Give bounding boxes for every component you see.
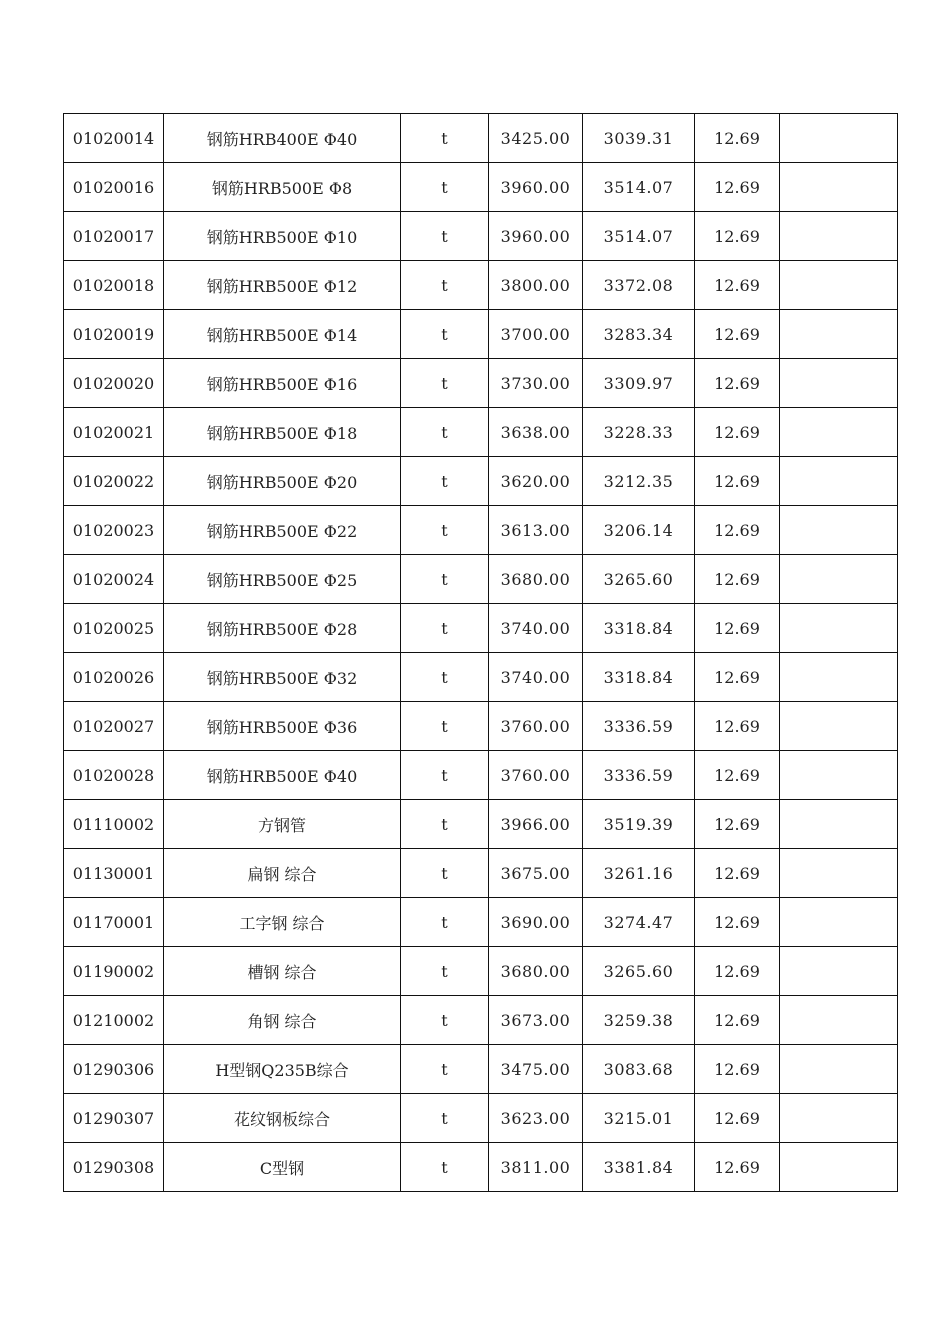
material-name-cell: H型钢Q235B综合	[164, 1045, 401, 1094]
material-code-cell: 01020022	[64, 457, 164, 506]
remark-cell	[780, 898, 898, 947]
price-with-tax-cell: 3675.00	[489, 849, 583, 898]
remark-cell	[780, 849, 898, 898]
unit-cell: t	[401, 751, 489, 800]
table-row	[64, 653, 898, 702]
unit-cell: t	[401, 1045, 489, 1094]
unit-cell: t	[401, 506, 489, 555]
material-code-cell: 01020024	[64, 555, 164, 604]
remark-cell	[780, 751, 898, 800]
unit-cell: t	[401, 457, 489, 506]
tax-rate-cell: 12.69	[695, 1045, 780, 1094]
tax-rate-cell: 12.69	[695, 604, 780, 653]
material-name-cell: 钢筋HRB500E Φ10	[164, 212, 401, 261]
remark-cell	[780, 114, 898, 163]
table-row	[64, 555, 898, 604]
price-with-tax-cell: 3740.00	[489, 653, 583, 702]
tax-rate-cell: 12.69	[695, 359, 780, 408]
price-without-tax-cell: 3259.38	[583, 996, 695, 1045]
remark-cell	[780, 947, 898, 996]
material-code-cell: 01020025	[64, 604, 164, 653]
price-without-tax-cell: 3336.59	[583, 751, 695, 800]
remark-cell	[780, 457, 898, 506]
material-name-cell: 钢筋HRB500E Φ25	[164, 555, 401, 604]
price-without-tax-cell: 3283.34	[583, 310, 695, 359]
price-with-tax-cell: 3680.00	[489, 947, 583, 996]
remark-cell	[780, 310, 898, 359]
material-name-cell: 钢筋HRB500E Φ8	[164, 163, 401, 212]
material-code-cell: 01020028	[64, 751, 164, 800]
price-with-tax-cell: 3623.00	[489, 1094, 583, 1143]
tax-rate-cell: 12.69	[695, 114, 780, 163]
material-name-cell: 方钢管	[164, 800, 401, 849]
unit-cell: t	[401, 1094, 489, 1143]
material-code-cell: 01190002	[64, 947, 164, 996]
material-name-cell: 槽钢 综合	[164, 947, 401, 996]
tax-rate-cell: 12.69	[695, 751, 780, 800]
tax-rate-cell: 12.69	[695, 653, 780, 702]
tax-rate-cell: 12.69	[695, 849, 780, 898]
material-name-cell: 花纹钢板综合	[164, 1094, 401, 1143]
price-without-tax-cell: 3381.84	[583, 1143, 695, 1192]
material-code-cell: 01020021	[64, 408, 164, 457]
price-with-tax-cell: 3613.00	[489, 506, 583, 555]
price-with-tax-cell: 3680.00	[489, 555, 583, 604]
table-row	[64, 849, 898, 898]
material-code-cell: 01020017	[64, 212, 164, 261]
remark-cell	[780, 702, 898, 751]
material-name-cell: 钢筋HRB500E Φ28	[164, 604, 401, 653]
price-without-tax-cell: 3212.35	[583, 457, 695, 506]
table-row	[64, 947, 898, 996]
price-without-tax-cell: 3514.07	[583, 163, 695, 212]
table-row	[64, 702, 898, 751]
material-code-cell: 01020019	[64, 310, 164, 359]
price-with-tax-cell: 3960.00	[489, 163, 583, 212]
table-row	[64, 310, 898, 359]
table-row	[64, 1094, 898, 1143]
unit-cell: t	[401, 702, 489, 751]
material-name-cell: 钢筋HRB500E Φ14	[164, 310, 401, 359]
material-name-cell: 钢筋HRB500E Φ20	[164, 457, 401, 506]
price-without-tax-cell: 3318.84	[583, 653, 695, 702]
unit-cell: t	[401, 310, 489, 359]
unit-cell: t	[401, 604, 489, 653]
tax-rate-cell: 12.69	[695, 800, 780, 849]
price-without-tax-cell: 3215.01	[583, 1094, 695, 1143]
tax-rate-cell: 12.69	[695, 1143, 780, 1192]
tax-rate-cell: 12.69	[695, 555, 780, 604]
unit-cell: t	[401, 1143, 489, 1192]
material-code-cell: 01020016	[64, 163, 164, 212]
table-row	[64, 898, 898, 947]
material-name-cell: 钢筋HRB400E Φ40	[164, 114, 401, 163]
tax-rate-cell: 12.69	[695, 898, 780, 947]
material-code-cell: 01020027	[64, 702, 164, 751]
table-row	[64, 114, 898, 163]
material-code-cell: 01020026	[64, 653, 164, 702]
material-name-cell: 角钢 综合	[164, 996, 401, 1045]
remark-cell	[780, 212, 898, 261]
price-without-tax-cell: 3274.47	[583, 898, 695, 947]
price-without-tax-cell: 3265.60	[583, 555, 695, 604]
price-without-tax-cell: 3336.59	[583, 702, 695, 751]
price-with-tax-cell: 3638.00	[489, 408, 583, 457]
tax-rate-cell: 12.69	[695, 163, 780, 212]
material-code-cell: 01210002	[64, 996, 164, 1045]
unit-cell: t	[401, 212, 489, 261]
material-code-cell: 01020014	[64, 114, 164, 163]
material-name-cell: 钢筋HRB500E Φ18	[164, 408, 401, 457]
unit-cell: t	[401, 898, 489, 947]
remark-cell	[780, 604, 898, 653]
material-code-cell: 01020023	[64, 506, 164, 555]
price-with-tax-cell: 3425.00	[489, 114, 583, 163]
price-with-tax-cell: 3730.00	[489, 359, 583, 408]
remark-cell	[780, 261, 898, 310]
tax-rate-cell: 12.69	[695, 506, 780, 555]
price-with-tax-cell: 3800.00	[489, 261, 583, 310]
price-without-tax-cell: 3261.16	[583, 849, 695, 898]
table-row	[64, 457, 898, 506]
price-with-tax-cell: 3760.00	[489, 702, 583, 751]
tax-rate-cell: 12.69	[695, 1094, 780, 1143]
tax-rate-cell: 12.69	[695, 457, 780, 506]
material-price-table	[63, 113, 898, 1192]
unit-cell: t	[401, 163, 489, 212]
material-name-cell: C型钢	[164, 1143, 401, 1192]
remark-cell	[780, 359, 898, 408]
material-code-cell: 01290306	[64, 1045, 164, 1094]
price-with-tax-cell: 3740.00	[489, 604, 583, 653]
table-row	[64, 1045, 898, 1094]
unit-cell: t	[401, 653, 489, 702]
price-without-tax-cell: 3228.33	[583, 408, 695, 457]
tax-rate-cell: 12.69	[695, 702, 780, 751]
table-row	[64, 996, 898, 1045]
material-name-cell: 工字钢 综合	[164, 898, 401, 947]
remark-cell	[780, 1143, 898, 1192]
table-row	[64, 163, 898, 212]
tax-rate-cell: 12.69	[695, 261, 780, 310]
price-without-tax-cell: 3206.14	[583, 506, 695, 555]
table-body	[64, 114, 898, 1192]
remark-cell	[780, 800, 898, 849]
price-with-tax-cell: 3966.00	[489, 800, 583, 849]
price-without-tax-cell: 3083.68	[583, 1045, 695, 1094]
table-row	[64, 212, 898, 261]
table-row	[64, 359, 898, 408]
tax-rate-cell: 12.69	[695, 212, 780, 261]
remark-cell	[780, 555, 898, 604]
remark-cell	[780, 996, 898, 1045]
remark-cell	[780, 653, 898, 702]
price-with-tax-cell: 3960.00	[489, 212, 583, 261]
price-with-tax-cell: 3673.00	[489, 996, 583, 1045]
unit-cell: t	[401, 555, 489, 604]
remark-cell	[780, 408, 898, 457]
price-without-tax-cell: 3519.39	[583, 800, 695, 849]
price-with-tax-cell: 3690.00	[489, 898, 583, 947]
price-without-tax-cell: 3265.60	[583, 947, 695, 996]
price-with-tax-cell: 3620.00	[489, 457, 583, 506]
tax-rate-cell: 12.69	[695, 408, 780, 457]
unit-cell: t	[401, 359, 489, 408]
material-name-cell: 钢筋HRB500E Φ22	[164, 506, 401, 555]
material-code-cell: 01110002	[64, 800, 164, 849]
material-name-cell: 钢筋HRB500E Φ36	[164, 702, 401, 751]
material-code-cell: 01290307	[64, 1094, 164, 1143]
table-row	[64, 506, 898, 555]
unit-cell: t	[401, 849, 489, 898]
table-row	[64, 751, 898, 800]
material-name-cell: 钢筋HRB500E Φ40	[164, 751, 401, 800]
unit-cell: t	[401, 261, 489, 310]
remark-cell	[780, 163, 898, 212]
price-with-tax-cell: 3760.00	[489, 751, 583, 800]
unit-cell: t	[401, 800, 489, 849]
material-name-cell: 钢筋HRB500E Φ16	[164, 359, 401, 408]
material-name-cell: 扁钢 综合	[164, 849, 401, 898]
table-row	[64, 261, 898, 310]
table-row	[64, 408, 898, 457]
price-without-tax-cell: 3309.97	[583, 359, 695, 408]
price-without-tax-cell: 3039.31	[583, 114, 695, 163]
remark-cell	[780, 1045, 898, 1094]
material-code-cell: 01130001	[64, 849, 164, 898]
unit-cell: t	[401, 947, 489, 996]
table-row	[64, 800, 898, 849]
price-with-tax-cell: 3811.00	[489, 1143, 583, 1192]
unit-cell: t	[401, 996, 489, 1045]
price-with-tax-cell: 3475.00	[489, 1045, 583, 1094]
tax-rate-cell: 12.69	[695, 996, 780, 1045]
remark-cell	[780, 1094, 898, 1143]
price-without-tax-cell: 3318.84	[583, 604, 695, 653]
table-row	[64, 1143, 898, 1192]
tax-rate-cell: 12.69	[695, 947, 780, 996]
unit-cell: t	[401, 408, 489, 457]
material-code-cell: 01020020	[64, 359, 164, 408]
table-row	[64, 604, 898, 653]
price-with-tax-cell: 3700.00	[489, 310, 583, 359]
material-code-cell: 01170001	[64, 898, 164, 947]
price-without-tax-cell: 3372.08	[583, 261, 695, 310]
material-name-cell: 钢筋HRB500E Φ32	[164, 653, 401, 702]
tax-rate-cell: 12.69	[695, 310, 780, 359]
material-code-cell: 01290308	[64, 1143, 164, 1192]
remark-cell	[780, 506, 898, 555]
material-name-cell: 钢筋HRB500E Φ12	[164, 261, 401, 310]
price-without-tax-cell: 3514.07	[583, 212, 695, 261]
unit-cell: t	[401, 114, 489, 163]
material-code-cell: 01020018	[64, 261, 164, 310]
